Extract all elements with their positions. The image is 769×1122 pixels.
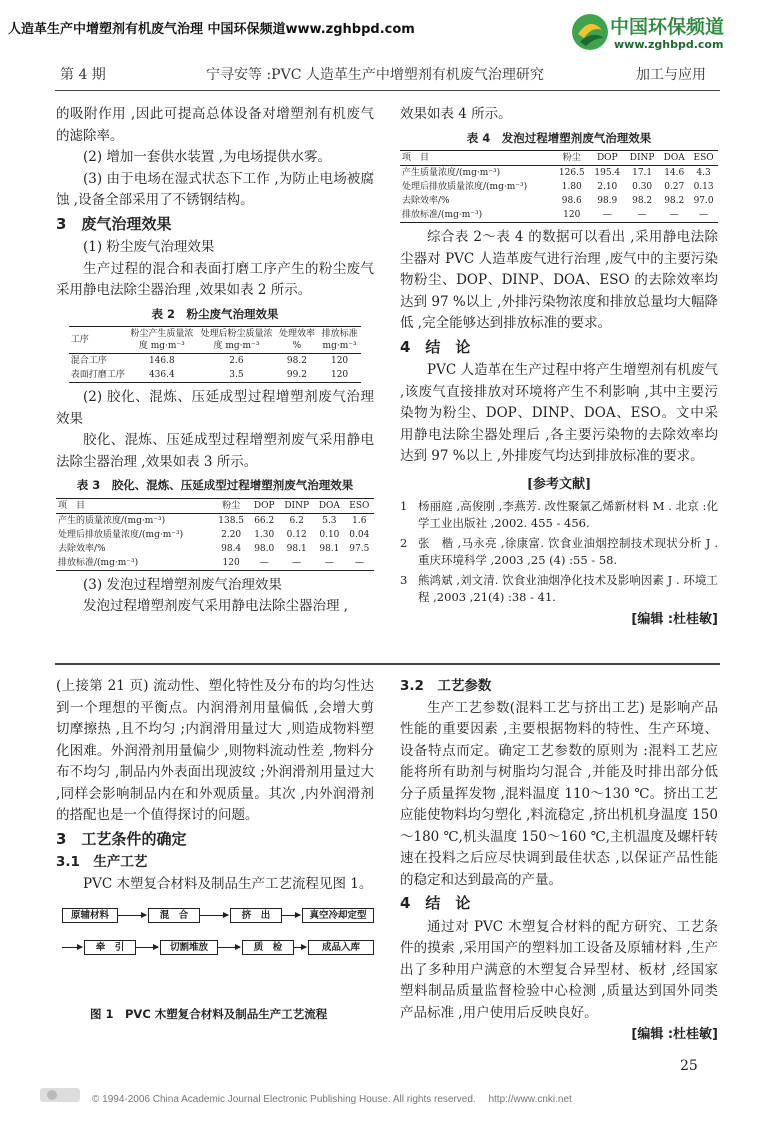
subsection-heading: 3.1 生产工艺 (56, 854, 148, 870)
paragraph: 综合表 2～表 4 的数据可以看出 ,采用静电法除尘器对 PVC 人造革废气进行治理 ,废气中的主要污染物粉尘、DOP、DINP、DOA、ESO 的去除效率均达到 97 %以上 ,外排污染物浓度和排放总量均大幅降低 ,完全能够达到排放标准的要求。 (400, 229, 718, 331)
table-cell: 3.5 (197, 368, 276, 383)
table-header: DINP (625, 151, 659, 166)
table-cell: — (689, 208, 718, 223)
table-cell: 处理后排放质量浓度/(mg·m⁻³) (402, 182, 528, 192)
table-cell: 98.1 (286, 543, 307, 554)
table-row (400, 180, 718, 194)
table-cell: 0.12 (286, 529, 307, 540)
subheading: (2) 胶化、混炼、压延成型过程增塑剂废气治理效果 (56, 389, 374, 427)
left-lower-column (56, 676, 374, 895)
cnki-logo-icon (40, 1086, 80, 1104)
paragraph: 通过对 PVC 木塑复合材料的配方研究、工艺条件的摸索 ,采用国产的塑料加工设备及原辅材料 ,生产出了多种用户满意的木塑复合异型材、板材 ,经国家塑料制品质量监督检验中心检测 ,质量达到国外同类产品标准 ,用户使用后反映良好。 (400, 918, 718, 1021)
table-cell: 120 (330, 356, 349, 366)
flow-arrow (118, 915, 146, 916)
table-cell: 120 (318, 368, 361, 383)
table-header: ESO (345, 498, 374, 513)
table-cell: 98.4 (221, 543, 242, 554)
table-header: 排放标准 mg·m⁻³ (318, 327, 361, 354)
table-cell: 6.2 (289, 515, 304, 526)
reference-item (400, 572, 718, 606)
editor-note: [编辑 :杜桂敏] (631, 612, 718, 627)
section-heading: 3 工艺条件的确定 (56, 829, 187, 848)
right-lower-column (400, 676, 718, 1046)
table-header: 处理效率 % (276, 327, 318, 354)
flow-step: 原辅材料 (62, 908, 118, 923)
section-heading: 3 废气治理效果 (56, 214, 172, 233)
table-row (400, 166, 718, 181)
table-row (69, 354, 362, 369)
table-header: 粉尘产生质量浓度 mg·m⁻³ (127, 327, 197, 354)
flow-step: 真空冷却定型 (302, 908, 374, 923)
flow-step: 切割堆放 (160, 940, 218, 955)
header-rule (55, 90, 720, 91)
paragraph: 生产过程的混合和表面打磨工序产生的粉尘废气采用静电法除尘器治理 ,效果如表 2 所示。 (56, 260, 374, 298)
table-4 (400, 150, 718, 223)
table-cell: 98.6 (561, 196, 582, 206)
table-cell: 0.04 (349, 529, 370, 540)
logo-name: 中国环保频道 (610, 16, 725, 38)
table-3 (56, 498, 374, 571)
table-cell: 126.5 (558, 168, 585, 178)
paragraph: PVC 木塑复合材料及制品生产工艺流程见图 1。 (83, 875, 373, 892)
flow-arrow (218, 947, 240, 948)
table-cell: 120 (213, 556, 249, 571)
flow-step: 成品入库 (308, 940, 374, 955)
reference-number: 1 (400, 499, 408, 513)
reference-item (400, 535, 718, 569)
figure-caption: 图 1 PVC 木塑复合材料及制品生产工艺流程 (90, 1007, 328, 1021)
table-cell: 66.2 (254, 515, 275, 526)
table-row (56, 513, 374, 528)
flow-step: 牵 引 (84, 940, 136, 955)
table-cell: 97.0 (693, 196, 714, 206)
table-cell: 1.30 (254, 529, 275, 540)
table-cell: 138.5 (218, 515, 245, 526)
table-cell: — (249, 556, 279, 571)
reference-text: 张 楷 ,马永亮 ,徐康富. 饮食业油烟控制技术现状分析 J . 重庆环境科学 ,2003 ,25 (4) :55 - 58. (418, 536, 718, 567)
subheading: (1) 粉尘废气治理效果 (83, 239, 215, 255)
running-title: 宁寻安等 :PVC 人造革生产中增塑剂有机废气治理研究 (206, 67, 544, 83)
table-caption: 表 4 发泡过程增塑剂废气治理效果 (466, 130, 652, 145)
issue-number: 第 4 期 (60, 67, 106, 83)
copyright-footer: © 1994-2006 China Academic Journal Electronic Publishing House. All rights reserved. http://www.cnki.net (92, 1094, 572, 1105)
section-heading: 4 结 论 (400, 337, 471, 356)
table-header: 粉尘 (554, 151, 590, 166)
flow-arrow (294, 947, 306, 948)
subheading: (3) 发泡过程增塑剂废气治理效果 (83, 576, 282, 593)
table-cell: 98.0 (254, 543, 275, 554)
logo-url: www.zghbpd.com (614, 38, 724, 51)
flow-step: 挤 出 (230, 908, 282, 923)
paragraph: 发泡过程增塑剂废气采用静电法除尘器治理 , (83, 598, 349, 614)
table-cell: 99.2 (276, 368, 318, 383)
table-header: 项 目 (400, 151, 554, 166)
table-cell: 17.1 (632, 168, 653, 178)
references-title: [参考文献] (526, 476, 592, 492)
table-cell: 4.3 (696, 168, 711, 178)
table-row (400, 194, 718, 208)
table-header: 项 目 (56, 498, 213, 513)
table-cell: 混合工序 (70, 356, 107, 366)
table-cell: 195.4 (594, 168, 621, 178)
table-caption: 表 2 粉尘废气治理效果 (151, 306, 279, 321)
subsection-heading: 3.2 工艺参数 (400, 678, 492, 694)
table-row (400, 208, 718, 223)
table-cell: 98.2 (664, 196, 685, 206)
table-cell: 120 (554, 208, 590, 223)
table-cell: 产生的质量浓度/(mg·m⁻³) (58, 515, 166, 526)
table-2 (69, 326, 362, 383)
table-cell: 98.9 (597, 196, 618, 206)
table-cell: 去除效率/% (58, 543, 106, 554)
reference-text: 杨丽庭 ,高俊刚 ,李燕芳. 改性聚氯乙烯新材料 M . 北京 :化学工业出版社 ,2002. 455 - 456. (418, 499, 718, 530)
table-header: ESO (689, 151, 718, 166)
flow-arrow (136, 947, 158, 948)
table-header: 处理后粉尘质量浓度 mg·m⁻³ (197, 327, 276, 354)
table-cell: — (659, 208, 689, 223)
banner-title: 人造革生产中增塑剂有机废气治理 中国环保频道www.zghbpd.com (8, 22, 415, 37)
table-header: DOA (314, 498, 345, 513)
reference-text: 熊鸿斌 ,刘文清. 饮食业油烟净化技术及影响因素 J . 环境工程 ,2003 ,21(4) :38 - 41. (418, 573, 718, 604)
table-cell: 436.4 (127, 368, 197, 383)
paragraph: (2) 增加一套供水装置 ,为电场提供水雾。 (83, 149, 331, 165)
paragraph: (3) 由于电场在湿式状态下工作 ,为防止电场被腐蚀 ,设备全部采用了不锈钢结构。 (56, 170, 374, 208)
table-cell: 1.6 (352, 515, 367, 526)
flow-arrow (282, 915, 300, 916)
paragraph: 生产工艺参数(混料工艺与挤出工艺) 是影响产品性能的重要因素 ,主要根据物料的特性、生产环境、设备特点而定。确定工艺参数的原则为 :混料工艺应能将所有助剂与树脂均匀混合 ,并能及时排出部分低分子质量挥发物 ,混料温度 110～130 ℃。挤出工艺应能使物料均匀塑化 ,料流稳定 ,挤出机机身温度 150～180 ℃,机头温度 150～160 ℃,主机温度及螺杆转速在投料之后应尽快调到最佳状态 ,以保证产品性能的稳定和达到最高的产量。 (400, 699, 718, 888)
table-cell: 2.20 (221, 529, 242, 540)
paragraph: 的吸附作用 ,因此可提高总体设备对增塑剂有机废气的滤除率。 (56, 106, 374, 144)
table-cell: — (279, 556, 314, 571)
reference-number: 2 (400, 536, 408, 550)
article-separator (55, 663, 720, 665)
flow-step: 质 检 (242, 940, 294, 955)
table-cell: — (314, 556, 345, 571)
table-cell: 0.10 (319, 529, 340, 540)
table-cell: 2.6 (229, 356, 244, 366)
reference-number: 3 (400, 573, 408, 587)
table-cell: 2.10 (597, 182, 618, 192)
editor-note: [编辑 :杜桂敏] (631, 1027, 718, 1042)
table-cell: 产生质量浓度/(mg·m⁻³) (402, 168, 501, 178)
table-cell: 14.6 (664, 168, 685, 178)
flow-step: 混 合 (148, 908, 200, 923)
reference-item (400, 498, 718, 532)
table-cell: 0.27 (664, 182, 685, 192)
section-name: 加工与应用 (636, 67, 706, 83)
table-cell: 98.1 (319, 543, 340, 554)
flow-arrow (62, 947, 82, 948)
section-heading: 4 结 论 (400, 894, 471, 912)
table-header: 粉尘 (213, 498, 249, 513)
table-header: 工序 (69, 327, 127, 354)
table-cell: 排放标准/(mg·m⁻³) (56, 556, 213, 571)
table-cell: 去除效率/% (402, 196, 450, 206)
paragraph: (上接第 21 页) 流动性、塑化特性及分布的均匀性达到一个理想的平衡点。内润滑剂用量偏低 ,会增大剪切摩擦热 ,且不均匀 ;内润滑用量过大 ,则造成物料塑化困难。外润滑剂用量偏少 ,则物料流动性差 ,物料分布不均匀 ,制品内外表面出现波纹 ;外润滑剂用量过大 ,同样会影响制品内在和外观质量。其次 ,内外润滑剂的搭配也是一个值得探讨的问题。 (56, 678, 374, 823)
table-header: DOP (590, 151, 626, 166)
page-number: 25 (680, 1058, 698, 1074)
table-cell: 0.13 (693, 182, 714, 192)
table-cell: 5.3 (322, 515, 337, 526)
table-row (56, 542, 374, 556)
table-header: DINP (279, 498, 314, 513)
table-cell: 98.2 (286, 356, 307, 366)
table-cell: — (345, 556, 374, 571)
reference-list (400, 498, 718, 606)
table-row (56, 556, 374, 571)
right-upper-column (400, 104, 718, 631)
table-row (56, 528, 374, 542)
flow-arrow (200, 915, 228, 916)
table-cell: 98.2 (632, 196, 653, 206)
table-cell: 1.80 (561, 182, 582, 192)
left-upper-column (56, 104, 374, 618)
table-cell: 97.5 (349, 543, 370, 554)
table-cell: 处理后排放质量浓度/(mg·m⁻³) (58, 529, 184, 540)
table-cell: 排放标准/(mg·m⁻³) (400, 208, 554, 223)
table-cell: — (590, 208, 626, 223)
table-caption: 表 3 胶化、混炼、压延成型过程增塑剂废气治理效果 (76, 478, 354, 492)
table-cell: 0.30 (632, 182, 653, 192)
process-flow-diagram (62, 908, 372, 968)
table-cell: — (625, 208, 659, 223)
paragraph: 效果如表 4 所示。 (400, 106, 512, 122)
paragraph: PVC 人造革在生产过程中将产生增塑剂有机废气 ,该废气直接排放对环境将产生不利影响 ,其中主要污染物为粉尘、DOP、DINP、DOA、ESO。文中采用静电法除尘器处理后 ,各主要污染物的去除效率均达到 97 %以上 ,外排废气均达到排放标准的要求。 (400, 362, 718, 464)
table-header: DOA (659, 151, 689, 166)
table-cell: 146.8 (148, 356, 175, 366)
table-header: DOP (249, 498, 279, 513)
table-row (69, 368, 362, 383)
table-cell: 表面打磨工序 (69, 368, 127, 383)
paragraph: 胶化、混炼、压延成型过程增塑剂废气采用静电法除尘器治理 ,效果如表 3 所示。 (56, 432, 374, 470)
